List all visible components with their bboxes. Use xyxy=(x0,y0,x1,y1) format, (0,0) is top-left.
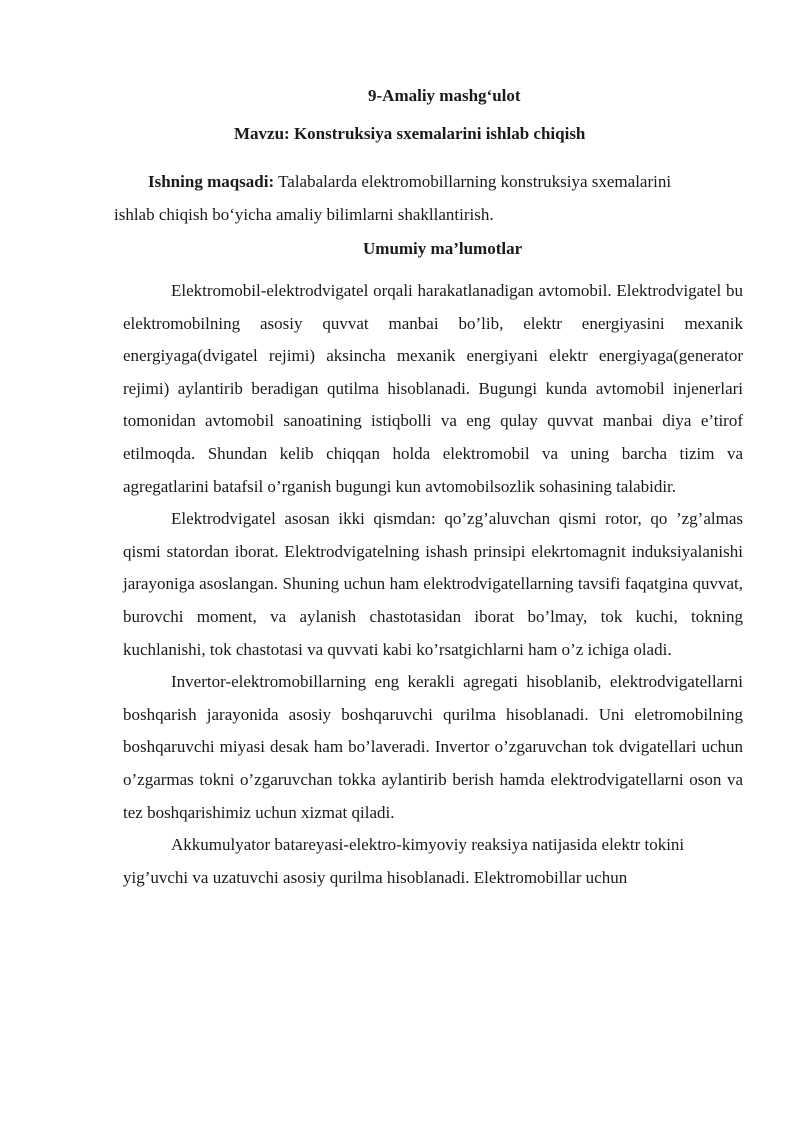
topic-title: Mavzu: Konstruksiya sxemalarini ishlab chiqish xyxy=(234,124,586,143)
paragraph-electromobile: Elektromobil-elektrodvigatel orqali harakatlanadigan avtomobil. Elektrodvigatel bu elektromobilning asosiy quvvat manbai bo’lib, elektr energiyasini mexanik energiyaga(dvigatel rejimi) aksincha mexanik energiyani elektr energiyaga(generator rejimi) aylantirib beradigan qutilma hisoblanadi. Bugungi kunda avtomobil injenerlari tomonidan avtomobil sanoatining istiqbolli va eng qulay quvvat manbai diya e’tirof etilmoqda. Shundan kelib chiqqan holda elektromobil va uning barcha tizim va agregatlarini batafsil o’rganish bugungi kun avtomobilsozlik sohasining talabidir. xyxy=(123,281,743,496)
aim-paragraph xyxy=(114,165,742,231)
aim-text-line1: Talabalarda elektromobillarning konstruksiya sxemalarini xyxy=(274,172,672,191)
body-text xyxy=(123,275,743,894)
paragraph-inverter: Invertor-elektromobillarning eng kerakli agregati hisoblanib, elektrodvigatellarni boshqarish jarayonida asosiy boshqaruvchi qurilma hisoblanadi. Uni eletromobilning boshqaruvchi miyasi desak ham bo’laveradi. Invertor o’zgaruvchan tok dvigatellari uchun o’zgarmas tokni o’zgaruvchan tokka aylantirib berish hamda elektrodvigatellarni oson va tez boshqarishimiz uchun xizmat qiladi. xyxy=(123,672,743,822)
paragraph-battery: Akkumulyator batareyasi-elektro-kimyoviy reaksiya natijasida elektr tokini yig’uvchi va uzatuvchi asosiy qurilma hisoblanadi. Elektromobillar uchun xyxy=(123,835,685,887)
paragraph-electric-motor: Elektrodvigatel asosan ikki qismdan: qo’zg’aluvchan qismi rotor, qo ’zg’almas qismi statordan iborat. Elektrodvigatelning ishash prinsipi elekrtomagnit induksiyalanishi jarayoniga asoslangan. Shuning uchun ham elektrodvigatellarning tavsifi faqatgina quvvat, burovchi moment, va aylanish chastotasidan iborat bo’lmay, tok kuchi, tokning kuchlanishi, tok chastotasi va quvvati kabi ko’rsatgichlarni ham o’z ichiga oladi. xyxy=(123,509,743,659)
aim-text-line2: ishlab chiqish bo‘yicha amaliy bilimlarni shakllantirish. xyxy=(114,205,494,224)
section-title: Umumiy ma’lumotlar xyxy=(363,239,523,258)
aim-label: Ishning maqsadi: xyxy=(148,172,275,191)
page-heading: 9-Amaliy mashg‘ulot xyxy=(368,86,521,105)
